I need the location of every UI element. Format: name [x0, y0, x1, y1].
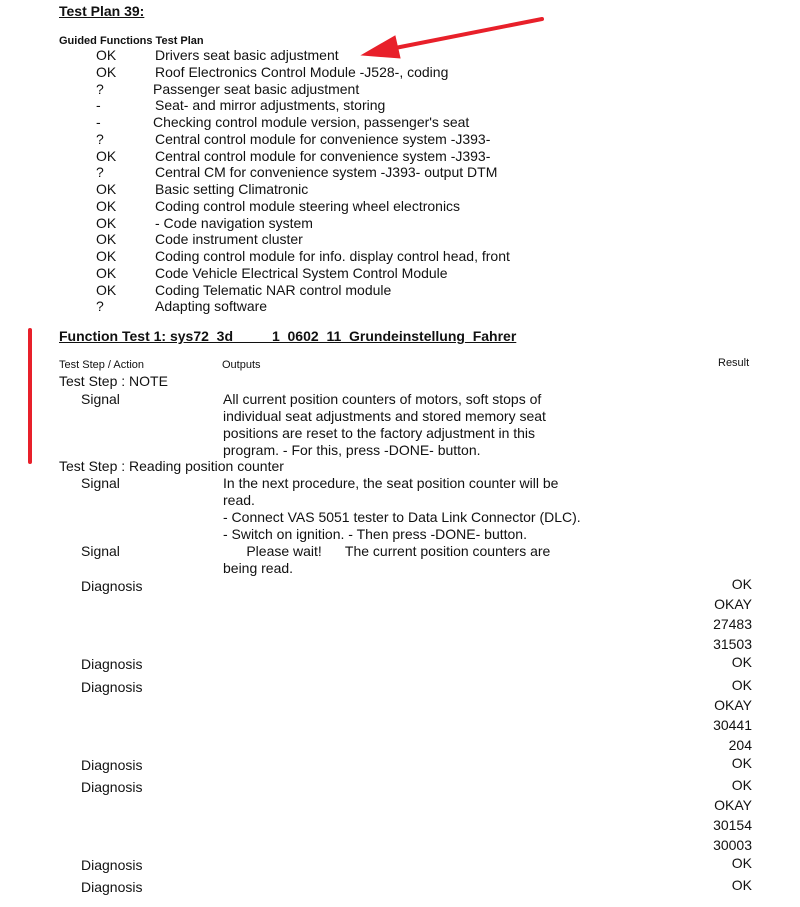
plan-item-label: Code instrument cluster	[155, 231, 303, 248]
diagnosis-result: OK	[731, 877, 752, 893]
plan-item-status: -	[96, 114, 101, 130]
diagnosis-label: Diagnosis	[81, 578, 143, 594]
diagnosis-label: Diagnosis	[81, 779, 143, 795]
plan-item-status: ?	[96, 130, 104, 147]
plan-item-label: Coding control module steering wheel electronics	[155, 197, 461, 214]
plan-item-status: ?	[96, 80, 104, 97]
signal-output-line: program. - For this, press -DONE- button.	[223, 442, 481, 458]
test-step-reading: Test Step : Reading position counter	[59, 458, 284, 474]
diagnosis-result: OK	[731, 755, 752, 771]
function-test-title: Function Test 1: sys72_3d_____1_0602_11_Grundeinstellung_Fahrer	[59, 328, 517, 344]
plan-item-status: OK	[96, 281, 117, 298]
diagnosis-result: 27483	[713, 616, 752, 632]
plan-item-label: Central control module for convenience system -J393-	[155, 147, 491, 164]
plan-item-status: OK	[96, 147, 117, 164]
plan-item-status: OK	[96, 214, 117, 231]
plan-item-status: OK	[96, 47, 117, 63]
diagnosis-label: Diagnosis	[81, 656, 143, 672]
signal-output-line: being read.	[223, 560, 294, 576]
diagnosis-result: OK	[731, 855, 752, 871]
plan-item-label: Passenger seat basic adjustment	[153, 80, 360, 97]
diagnosis-result: OKAY	[714, 797, 752, 813]
plan-item-status: -	[96, 97, 101, 114]
signal-label: Signal	[81, 475, 120, 491]
diagnosis-result: 30441	[713, 717, 752, 733]
diagnosis-label: Diagnosis	[81, 857, 143, 873]
signal-output-line: individual seat adjustments and stored memory seat	[223, 408, 546, 424]
signal-output-line: - Switch on ignition. - Then press -DONE- button.	[223, 526, 527, 542]
signal-output-line: read.	[223, 492, 255, 508]
diagnosis-label: Diagnosis	[81, 879, 143, 895]
diagnosis-result: 204	[728, 737, 752, 753]
diagnosis-result: 30154	[713, 817, 752, 833]
column-header-step: Test Step / Action	[59, 359, 144, 371]
plan-item-label: Central CM for convenience system -J393- output DTM	[155, 164, 498, 181]
signal-output-line: positions are reset to the factory adjustment in this	[223, 425, 536, 441]
diagnosis-label: Diagnosis	[81, 679, 143, 695]
plan-item-status: ?	[96, 298, 104, 315]
diagnosis-label: Diagnosis	[81, 757, 143, 773]
test-plan-title: Test Plan 39:	[59, 3, 145, 19]
plan-item-status: OK	[96, 197, 117, 214]
plan-item-label: Drivers seat basic adjustment	[155, 47, 339, 63]
diagnosis-result: OK	[731, 777, 752, 793]
test-plan-subtitle: Guided Functions Test Plan	[59, 35, 204, 47]
plan-item-label: Checking control module version, passenger's seat	[153, 114, 470, 130]
plan-item-label: Coding Telematic NAR control module	[155, 281, 392, 298]
diagnosis-result: OKAY	[714, 596, 752, 612]
signal-output-line: Please wait! The current position counters are	[223, 543, 551, 559]
column-header-result: Result	[718, 357, 750, 369]
diagnosis-result: 30003	[713, 837, 752, 853]
plan-item-label: Seat- and mirror adjustments, storing	[155, 97, 386, 114]
diagnosis-result: OK	[731, 576, 752, 592]
diagnosis-result: OKAY	[714, 697, 752, 713]
plan-item-status: OK	[96, 181, 117, 197]
signal-label: Signal	[81, 391, 120, 407]
diagnosis-result: 31503	[713, 636, 752, 652]
plan-item-label: - Code navigation system	[155, 214, 313, 231]
plan-item-label: Roof Electronics Control Module -J528-, coding	[155, 63, 449, 80]
plan-item-label: Adapting software	[155, 298, 268, 315]
test-step-note: Test Step : NOTE	[59, 373, 168, 389]
signal-label: Signal	[81, 543, 120, 559]
plan-item-status: OK	[96, 264, 117, 281]
plan-item-status: OK	[96, 63, 117, 80]
plan-item-label: Coding control module for info. display control head, front	[155, 248, 510, 264]
plan-item-label: Basic setting Climatronic	[155, 181, 309, 197]
plan-item-label: Code Vehicle Electrical System Control Module	[155, 264, 448, 281]
arrow-annotation	[362, 19, 542, 58]
plan-item-status: OK	[96, 231, 117, 248]
diagnosis-result: OK	[731, 654, 752, 670]
signal-output-line: In the next procedure, the seat position counter will be	[223, 475, 559, 491]
column-header-outputs: Outputs	[222, 359, 261, 371]
diagnosis-result: OK	[731, 677, 752, 693]
plan-item-status: ?	[96, 164, 104, 181]
plan-item-status: OK	[96, 248, 117, 264]
plan-item-label: Central control module for convenience system -J393-	[155, 130, 491, 147]
signal-output-line: All current position counters of motors, soft stops of	[223, 391, 542, 407]
signal-output-line: - Connect VAS 5051 tester to Data Link Connector (DLC).	[223, 509, 581, 525]
